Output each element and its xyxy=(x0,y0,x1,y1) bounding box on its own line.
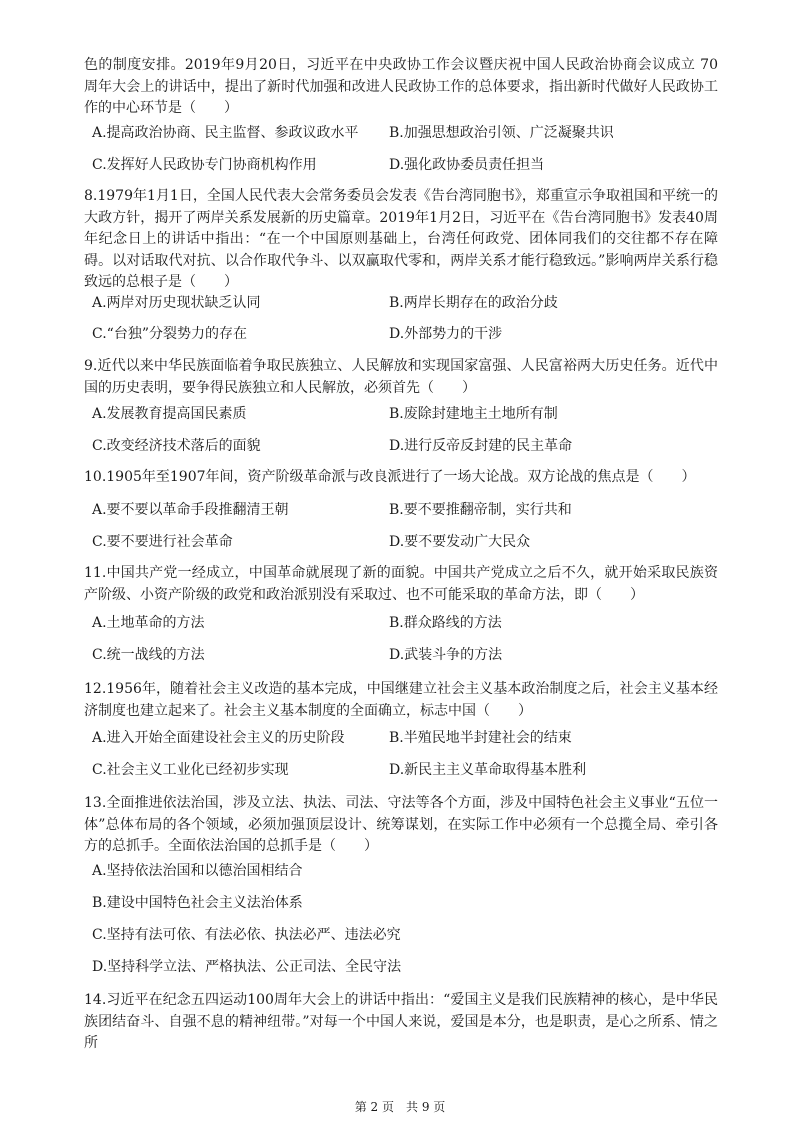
question-13 xyxy=(84,793,718,858)
question-text: 14.习近平在纪念五四运动100周年大会上的讲话中指出：“爱国主义是我们民族精神的核心，是中华民族团结奋斗、自强不息的精神纽带。”对每一个中国人来说，爱国是本分，也是职责，是心之所系、情之所 xyxy=(84,992,718,1051)
question-text: 10.1905年至1907年间，资产阶级革命派与改良派进行了一场大论战。双方论战的焦点是（ ） xyxy=(84,469,696,485)
question-text: 9.近代以来中华民族面临着争取民族独立、人民解放和实现国家富强、人民富裕两大历史任务。近代中国的历史表明，要争得民族独立和人民解放，必须首先（ ） xyxy=(84,358,718,396)
question-text: 12.1956年，随着社会主义改造的基本完成，中国继建立社会主义基本政治制度之后，社会主义基本经济制度也建立起来了。社会主义基本制度的全面确立，标志中国（ ） xyxy=(84,681,718,719)
option-d: D.新民主主义革命取得基本胜利 xyxy=(389,762,587,778)
page-number-footer: 第 2 页 共 9 页 xyxy=(354,1100,446,1114)
option-a: A.发展教育提高国民素质 xyxy=(92,406,247,422)
option-c: C.社会主义工业化已经初步实现 xyxy=(92,762,289,778)
option-c: C.坚持有法可依、有法必依、执法必严、违法必究 xyxy=(92,927,401,943)
option-d: D.进行反帝反封建的民主革命 xyxy=(389,438,573,454)
option-c: C.统一战线的方法 xyxy=(92,647,205,663)
option-c: C.改变经济技术落后的面貌 xyxy=(92,438,261,454)
options-row xyxy=(92,435,712,457)
options-row xyxy=(92,644,712,666)
option-b: B.要不要推翻帝制，实行共和 xyxy=(389,502,572,518)
option-a: A.两岸对历史现状缺乏认同 xyxy=(92,295,261,311)
question-text: 色的制度安排。2019年9月20日，习近平在中央政协工作会议暨庆祝中国人民政治协商会议成立 70 周年大会上的讲话中，提出了新时代加强和改进人民政协工作的总体要求，指出新时代做好人民政协工作的中心环节是（ ） xyxy=(84,57,718,116)
option-a: A.坚持依法治国和以德治国相结合 xyxy=(92,863,303,879)
option-b: B.群众路线的方法 xyxy=(389,615,502,631)
question-11 xyxy=(84,563,718,606)
option-b: B.半殖民地半封建社会的结束 xyxy=(389,730,572,746)
options-row xyxy=(92,531,712,553)
question-carry-over xyxy=(84,55,718,120)
option-a: A.土地革命的方法 xyxy=(92,615,205,631)
question-text: 11.中国共产党一经成立，中国革命就展现了新的面貌。中国共产党成立之后不久，就开始采取民族资产阶级、小资产阶级的政党和政治派别没有采取过、也不可能采取的革命方法，即（ ） xyxy=(84,565,718,603)
option-b: B.加强思想政治引领、广泛凝聚共识 xyxy=(389,125,614,141)
question-text: 8.1979年1月1日，全国人民代表大会常务委员会发表《告台湾同胞书》，郑重宣示争取祖国和平统一的大政方针，揭开了两岸关系发展新的历史篇章。2019年1月2日，习近平在《告台湾同胞书》发表40周年纪念日上的讲话中指出：“在一个中国原则基础上，台湾任何政党、团体同我们的交往都不存在障碍。以对话取代对抗、以合作取代争斗、以双赢取代零和，两岸关系才能行稳致远。”影响两岸关系行稳致远的总根子是（ ） xyxy=(84,188,718,290)
option-b: B.建设中国特色社会主义法治体系 xyxy=(92,895,303,911)
option-b: B.废除封建地主土地所有制 xyxy=(389,406,558,422)
options-row xyxy=(92,759,712,781)
option-c: C.发挥好人民政协专门协商机构作用 xyxy=(92,157,317,173)
question-text: 13.全面推进依法治国，涉及立法、执法、司法、守法等各个方面，涉及中国特色社会主义事业“五位一体”总体布局的各个领域，必须加强顶层设计、统筹谋划，在实际工作中必须有一个总揽全局、牵引各方的总抓手。全面依法治国的总抓手是（ ） xyxy=(84,795,718,854)
option-d: D.强化政协委员责任担当 xyxy=(389,157,545,173)
options-row xyxy=(92,612,712,634)
options-row xyxy=(92,154,712,176)
options-row xyxy=(92,499,712,521)
options-row xyxy=(92,403,712,425)
question-8 xyxy=(84,186,718,294)
options-row xyxy=(92,122,712,144)
options-row xyxy=(92,727,712,749)
question-9 xyxy=(84,356,718,399)
options-row xyxy=(92,323,712,345)
question-12 xyxy=(84,679,718,722)
question-10 xyxy=(84,467,718,489)
options-row xyxy=(92,292,712,314)
option-a: A.提高政治协商、民主监督、参政议政水平 xyxy=(92,125,359,141)
option-b: B.两岸长期存在的政治分歧 xyxy=(389,295,558,311)
option-d: D.坚持科学立法、严格执法、公正司法、全民守法 xyxy=(92,959,402,975)
option-d: D.武装斗争的方法 xyxy=(389,647,503,663)
option-d: D.外部势力的干涉 xyxy=(389,326,503,342)
question-14 xyxy=(84,990,718,1055)
option-d: D.要不要发动广大民众 xyxy=(389,534,531,550)
option-c: C.要不要进行社会革命 xyxy=(92,534,233,550)
option-a: A.要不要以革命手段推翻清王朝 xyxy=(92,502,289,518)
option-a: A.进入开始全面建设社会主义的历史阶段 xyxy=(92,730,345,746)
option-c: C.“台独”分裂势力的存在 xyxy=(92,326,247,342)
